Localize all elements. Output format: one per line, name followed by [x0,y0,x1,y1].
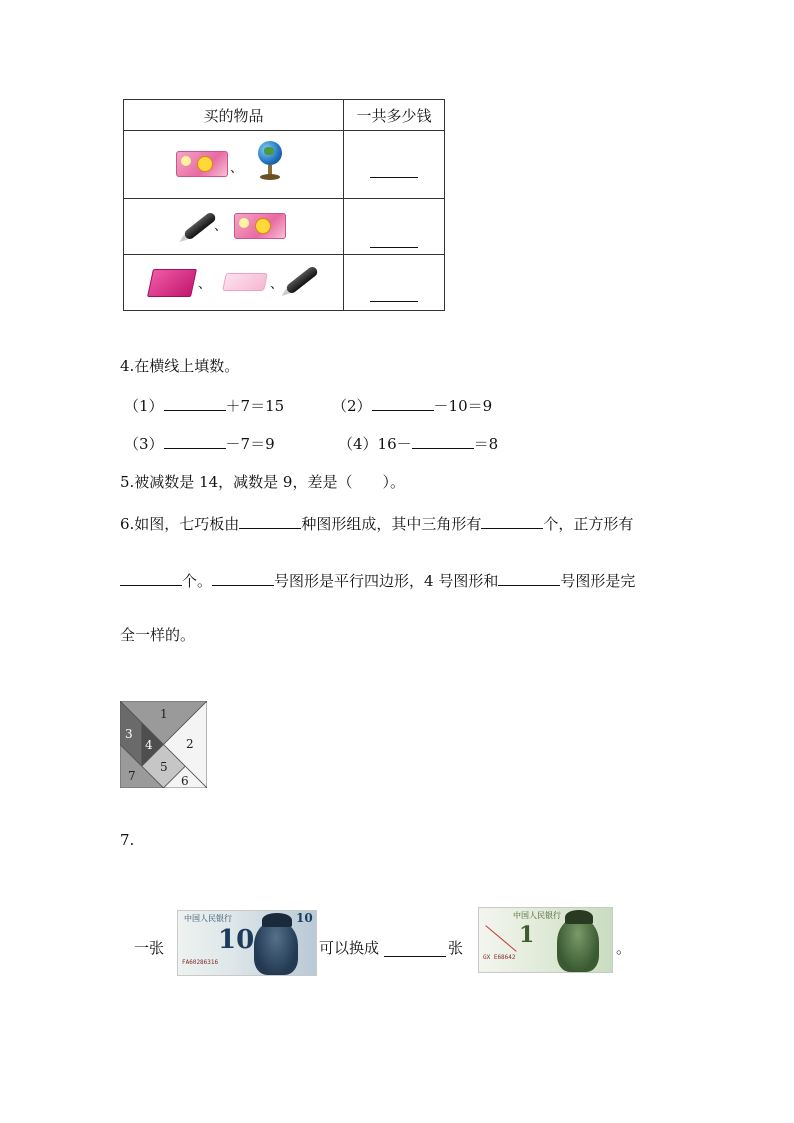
globe-icon [256,141,284,181]
row1-items [124,131,343,198]
q4-p3-blank[interactable] [164,432,226,449]
q6-blank-triangles[interactable] [481,512,543,529]
tangram-label-5: 5 [160,760,168,774]
tangram-figure [120,701,207,788]
answer-blank[interactable] [370,247,418,248]
q4-part4 [338,432,498,454]
hair-shape [565,910,593,924]
answer-blank[interactable] [370,301,418,302]
q4-p3-number: （3） [124,435,164,453]
q6-text: 6.如图，七巧板由 [120,515,240,533]
q7-end: 。 [616,939,632,957]
notebook-icon [147,269,197,297]
tangram-label-7: 7 [128,769,136,783]
separator: 、 [270,277,284,292]
q4-part1 [124,394,284,416]
pencil-box-icon [234,213,286,239]
bill10-serial: FA60286316 [182,959,219,966]
row3-items [124,255,343,310]
separator: 、 [214,219,228,234]
table-row [124,199,445,255]
separator: 、 [198,277,212,292]
ten-yuan-bill [177,910,317,976]
pen-icon [183,211,218,241]
shopping-table [123,99,445,311]
q7-unit: 张 [448,939,464,957]
q6-text: 个。 [182,572,213,590]
q6-text: 号图形是完 [560,572,636,590]
q6-text: 种图形组成，其中三角形有 [301,515,482,533]
q4-p1-expression: ＋7＝15 [225,397,285,415]
q6-blank-parallelogram[interactable] [212,569,274,586]
pencil-box-icon [176,151,228,177]
eraser-icon [222,273,268,291]
q5-text: 5.被减数是 14，减数是 9，差是（ ）。 [120,473,405,491]
q7-prefix: 一张 [134,939,165,957]
tangram-label-1: 1 [160,707,168,721]
tangram-label-2: 2 [186,737,194,751]
tangram-label-6: 6 [181,774,189,788]
header-items: 买的物品 [124,100,344,131]
q6-text: 号图形是平行四边形，4 号图形和 [274,572,499,590]
bill10-corner-value: 10 [296,911,313,925]
q6-line3: 全一样的。 [120,626,196,644]
portrait-icon [557,918,599,972]
row2-items [124,199,343,254]
q4-title: 4.在横线上填数。 [120,357,240,375]
q6-text: 个，正方形有 [543,515,634,533]
pen-icon [285,265,320,295]
hair-shape [262,913,292,927]
portrait-icon [254,921,298,975]
q4-part2 [332,394,492,416]
q4-p2-number: （2） [332,397,372,415]
q7-middle: 可以换成 [319,939,380,957]
tangram-label-3: 3 [125,727,133,741]
q4-p4-number: （4）16－ [338,435,412,453]
table-header-row [124,100,445,131]
q4-part3 [124,432,275,454]
q6-blank-kinds[interactable] [239,512,301,529]
bill1-header: 中国人民银行 [513,911,561,920]
one-yuan-bill [478,907,613,973]
bill10-value: 10 [218,925,255,955]
q4-p4-expression: ＝8 [473,435,499,453]
q4-p2-blank[interactable] [372,394,434,411]
q6-blank-same-shape[interactable] [498,569,560,586]
separator: 、 [230,161,244,176]
header-total: 一共多少钱 [344,100,445,131]
answer-blank[interactable] [370,177,418,178]
q6-line1 [120,512,633,534]
q7-number: 7. [120,831,135,849]
q6-blank-squares[interactable] [120,569,182,586]
q4-p2-expression: －10＝9 [433,397,493,415]
table-row [124,255,445,311]
q4-p1-blank[interactable] [164,394,226,411]
bill1-value: 1 [519,922,535,948]
q4-p4-blank[interactable] [412,432,474,449]
table-row [124,131,445,199]
q4-p1-number: （1） [124,397,164,415]
q7-answer-blank[interactable] [384,940,446,957]
red-mark [485,925,516,951]
bill1-serial: GX E68642 [483,954,516,961]
q6-line2 [120,569,635,591]
bill10-header: 中国人民银行 [184,914,232,923]
q4-p3-expression: －7＝9 [225,435,275,453]
tangram-label-4: 4 [145,738,153,752]
